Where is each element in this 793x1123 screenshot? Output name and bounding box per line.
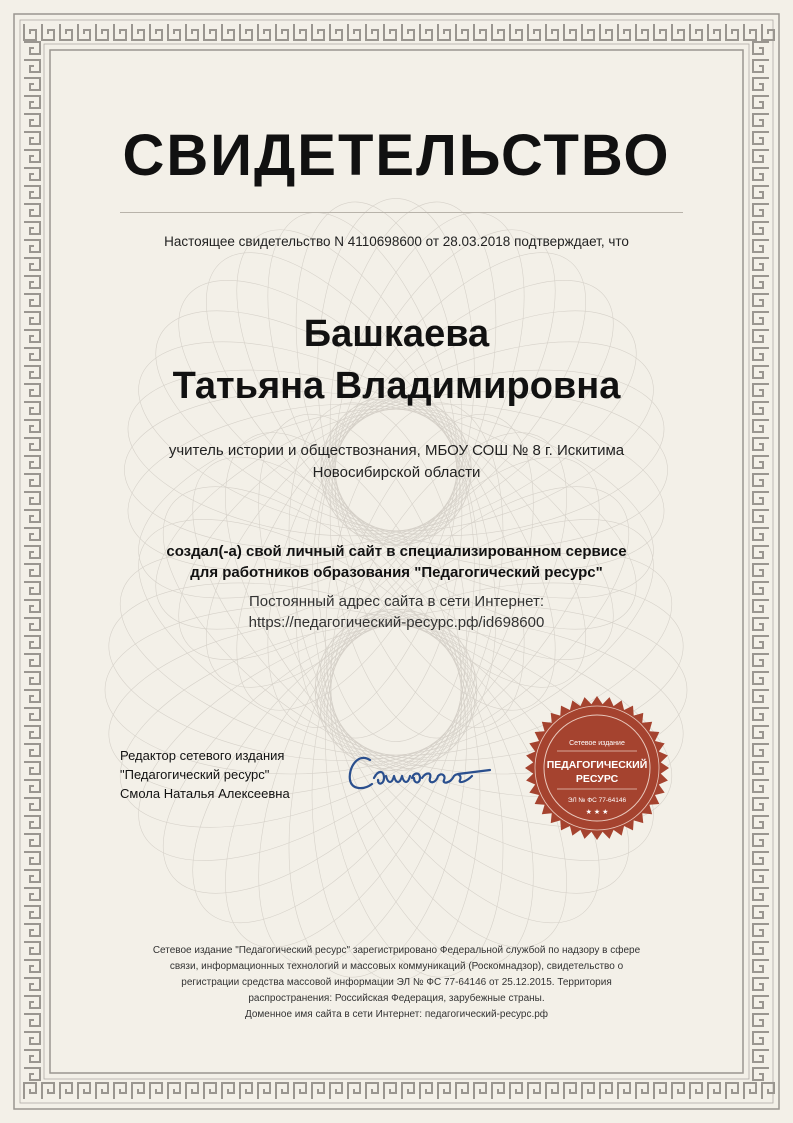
registration-footer — [110, 943, 683, 1023]
seal-top-text: Сетевое издание — [569, 740, 625, 747]
seal-stars: ★ ★ ★ — [585, 809, 609, 816]
recipient-name — [0, 308, 793, 412]
seal-registration: ЭЛ № ФС 77-64146 — [567, 797, 627, 804]
footer-line-4: распространения: Российская Федерация, зарубежные страны. — [248, 993, 545, 1004]
seal-main-line-1: ПЕДАГОГИЧЕСКИЙ — [546, 759, 648, 771]
footer-line-5: Доменное имя сайта в сети Интернет: педагогический-ресурс.рф — [244, 1009, 549, 1020]
achievement-line-2: для работников образования "Педагогический ресурс" — [190, 564, 603, 581]
publication-seal — [522, 693, 672, 843]
position-line-2: Новосибирской области — [312, 464, 481, 481]
editor-title: Редактор сетевого издания — [120, 748, 285, 763]
position-line-1: учитель истории и обществознания, МБОУ СОШ № 8 г. Искитима — [168, 442, 625, 459]
address-url: https://педагогический-ресурс.рф/id698600 — [248, 614, 545, 631]
achievement-line-1: создал(-а) свой личный сайт в специализированном сервисе — [166, 543, 627, 560]
editor-signature — [340, 730, 500, 810]
recipient-given-names: Татьяна Владимировна — [172, 365, 621, 407]
site-address — [0, 591, 793, 633]
recipient-surname: Башкаева — [303, 313, 490, 355]
recipient-position — [0, 440, 793, 484]
address-label: Постоянный адрес сайта в сети Интернет: — [248, 593, 545, 610]
editor-block — [120, 746, 350, 803]
certificate-title: СВИДЕТЕЛЬСТВО — [122, 123, 671, 188]
editor-publication: "Педагогический ресурс" — [120, 767, 270, 782]
footer-line-2: связи, информационных технологий и массовых коммуникаций (Роскомнадзор), свидетельство о — [169, 961, 624, 972]
title-divider — [120, 212, 683, 213]
achievement-text — [0, 541, 793, 583]
footer-line-3: регистрации средства массовой информации ЭЛ № ФС 77-64146 от 25.12.2015. Территория — [181, 977, 612, 988]
footer-line-1: Сетевое издание "Педагогический ресурс" зарегистрировано Федеральной службой по надзору в сфере — [152, 945, 641, 956]
editor-name: Смола Наталья Алексеевна — [120, 786, 290, 801]
certificate-intro: Настоящее свидетельство N 4110698600 от 28.03.2018 подтверждает, что — [164, 234, 629, 249]
seal-main-line-2: РЕСУРС — [575, 773, 619, 785]
